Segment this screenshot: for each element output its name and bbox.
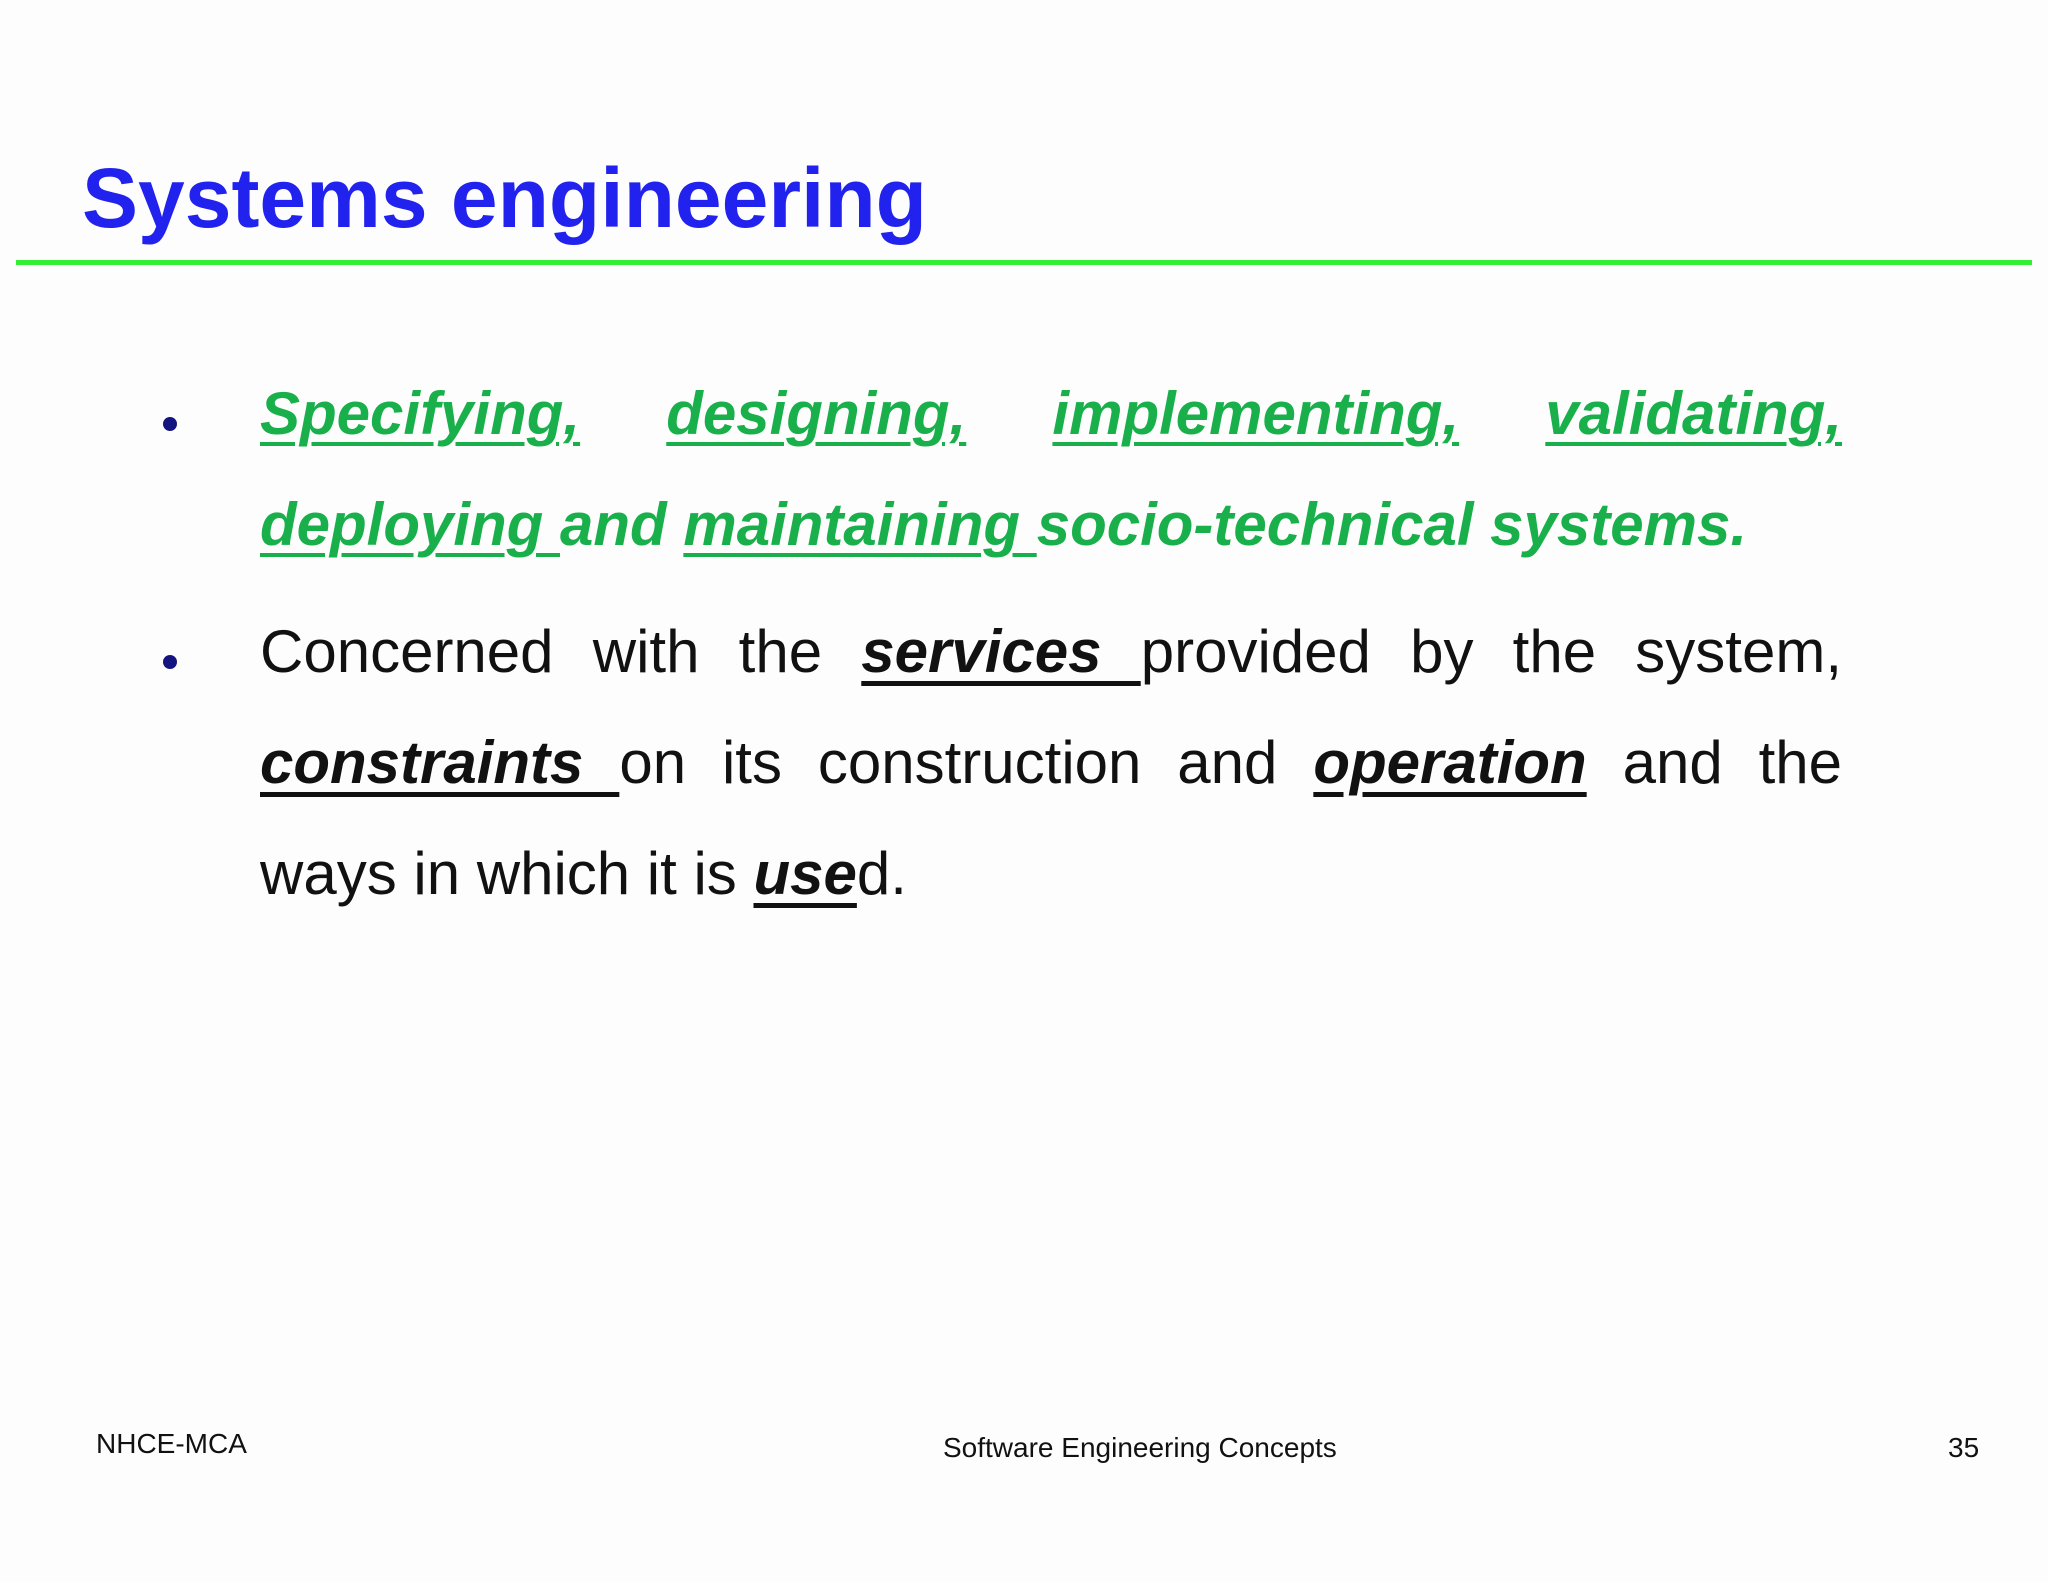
- bullet-text-segment: socio-technical systems.: [1036, 491, 1748, 558]
- keyword-used: use: [753, 840, 857, 907]
- slide-title: Systems engineering: [82, 151, 927, 245]
- bullet-item: [260, 596, 1842, 929]
- bullet-text-segment: Concerned with the: [260, 618, 862, 685]
- keyword-specifying: Specifying,: [260, 380, 581, 447]
- bullet-item: [260, 358, 1842, 580]
- keyword-maintaining: maintaining: [683, 491, 1037, 558]
- bullet-text-segment: provided by the system,: [1140, 618, 1842, 685]
- footer-center: Software Engineering Concepts: [943, 1432, 1337, 1463]
- bullet-text-segment: d.: [856, 840, 907, 907]
- keyword-validating: validating,: [1545, 380, 1843, 447]
- keyword-implementing: implementing,: [1052, 380, 1460, 447]
- bullet-text-segment: on its construction and: [619, 729, 1314, 796]
- bullet-text-segment: and: [560, 491, 684, 558]
- footer-left: NHCE-MCA: [96, 1428, 247, 1459]
- keyword-deploying: deploying: [260, 491, 560, 558]
- bullet-dot: [163, 417, 177, 431]
- bullet-dot: [163, 655, 177, 669]
- page-number: 35: [1948, 1432, 1980, 1463]
- keyword-services: services: [861, 618, 1141, 685]
- keyword-operation: operation: [1313, 729, 1587, 796]
- keyword-designing: designing,: [666, 380, 967, 447]
- title-divider: [16, 260, 2032, 265]
- bullet-text-segment: and the ways in which it is: [260, 729, 1843, 907]
- keyword-constraints: constraints: [260, 729, 620, 796]
